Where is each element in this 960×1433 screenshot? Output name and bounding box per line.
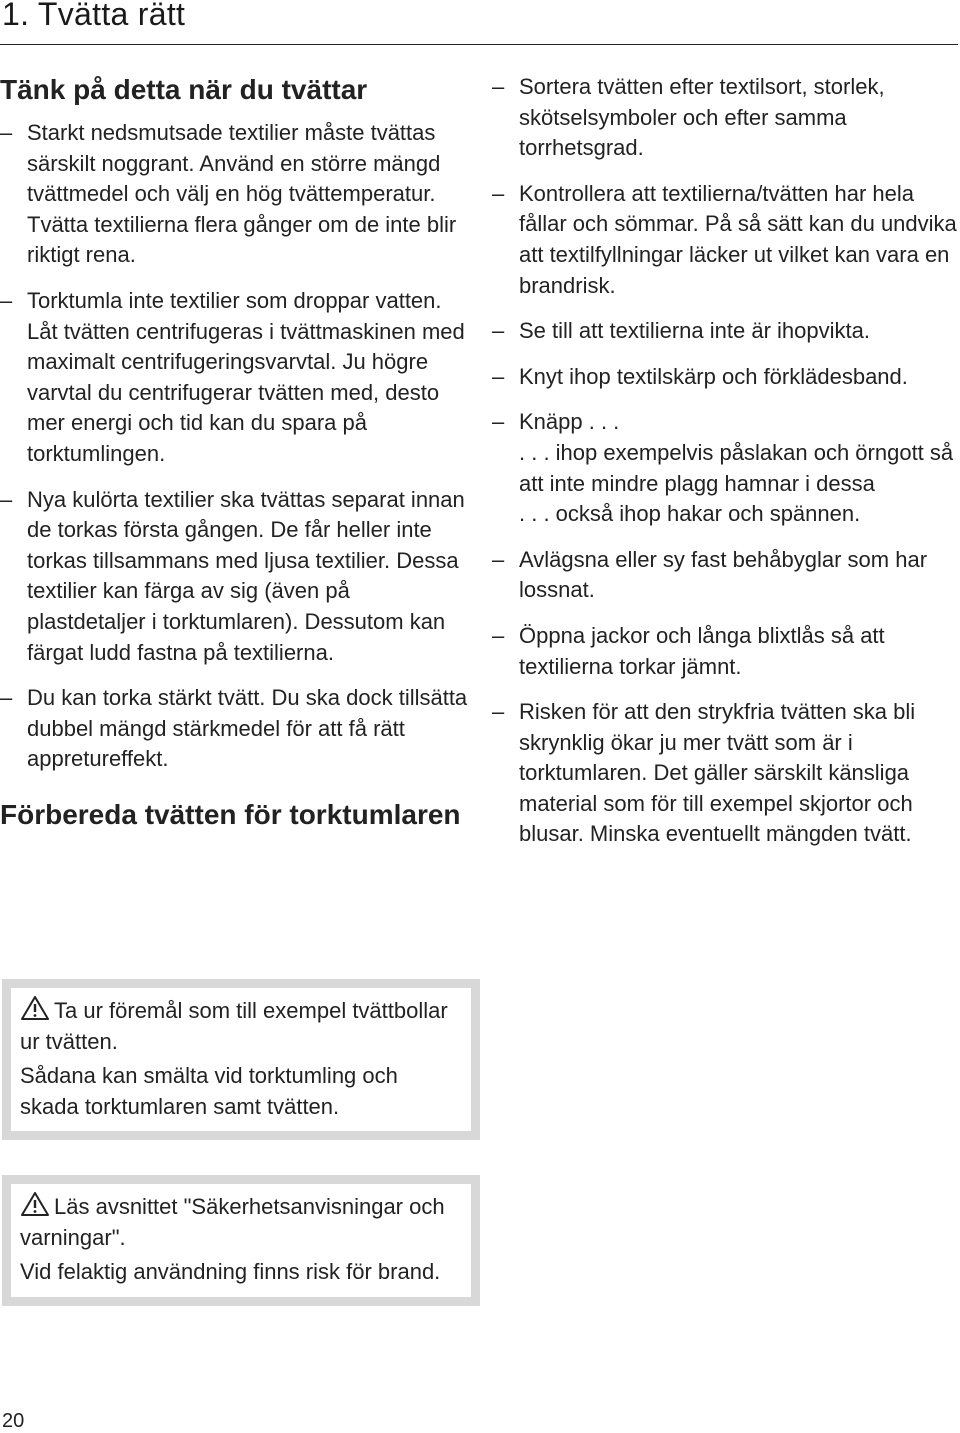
list-item — [0, 118, 470, 271]
list-item-text: Nya kulörta textilier ska tvättas separat innan de torkas första gången. De får heller inte torkas tillsammans med ljusa textilier. Dessa textilier kan färga av sig (även på plastdetaljer i torktumlaren). Dessutom kan färgat ludd fastna på textilierna. — [27, 486, 465, 665]
list-item — [492, 362, 960, 393]
knapp-sub-1: . . . ihop exempelvis påslakan och örngott så att inte mindre plagg hamnar i dessa — [519, 439, 954, 496]
section-heading-prepare: Förbereda tvätten för torktumlaren — [0, 798, 461, 830]
section-heading-washing: Tänk på detta när du tvättar — [0, 74, 368, 105]
list-item — [492, 621, 960, 682]
header-rule — [0, 44, 958, 45]
knapp-lead: Knäpp . . . — [519, 409, 620, 435]
page-number: 20 — [2, 1410, 25, 1432]
warning-line — [20, 995, 462, 1057]
dash-bullet: – — [492, 622, 505, 648]
list-item-text: Knyt ihop textilskärp och förklädesband. — [519, 363, 908, 389]
knapp-sub-2: . . . också ihop hakar och spännen. — [519, 501, 861, 527]
dash-bullet: – — [0, 287, 13, 313]
warning-detail: Vid felaktig användning finns risk för brand. — [20, 1259, 441, 1285]
dash-bullet: – — [492, 409, 505, 435]
list-item — [492, 179, 960, 301]
dash-bullet: – — [492, 180, 505, 206]
warning-line — [20, 1191, 462, 1253]
list-item-text: Torktumla inte textilier som droppar vatten. Låt tvätten centrifugeras i tvättmaskinen med maximalt centrifugeringsvarvtal. Ju högre varvtal du centrifugerar tvätten med, desto mer energi och tid kan du spara på torktumlingen. — [27, 287, 465, 466]
chapter-title: 1. Tvätta rätt — [2, 0, 186, 32]
list-item — [492, 72, 960, 164]
dash-bullet: – — [492, 363, 505, 389]
dash-bullet: – — [0, 486, 13, 512]
warning-detail: Sådana kan smälta vid torktumling och skada torktumlaren samt tvätten. — [20, 1063, 398, 1119]
warning-text: Läs avsnittet "Säkerhetsanvisningar och varningar". — [20, 1194, 445, 1250]
dash-bullet: – — [0, 685, 13, 711]
list-item-text: Du kan torka stärkt tvätt. Du ska dock tillsätta dubbel mängd stärkmedel för att få rätt appretureffekt. — [27, 685, 468, 772]
list-item — [0, 286, 470, 470]
preparation-list — [492, 72, 960, 850]
list-item — [0, 485, 470, 669]
warning-box — [2, 979, 480, 1140]
list-item — [492, 545, 960, 606]
dash-bullet: – — [492, 699, 505, 725]
washing-tips-list — [0, 118, 470, 775]
list-item-text: Öppna jackor och långa blixtlås så att textilierna torkar jämnt. — [519, 622, 885, 679]
list-item-text: Sortera tvätten efter textilsort, storlek, skötselsymboler och efter samma torrhetsgrad. — [519, 74, 885, 161]
dash-bullet: – — [492, 546, 505, 572]
list-item — [492, 316, 960, 347]
list-item — [0, 683, 470, 775]
list-item-text: Se till att textilierna inte är ihopvikta. — [519, 318, 870, 344]
right-column — [492, 72, 960, 865]
warning-text: Ta ur föremål som till exempel tvättbollar ur tvätten. — [20, 998, 448, 1054]
dash-bullet: – — [492, 318, 505, 344]
warning-triangle-icon — [20, 1191, 50, 1217]
list-item-text: Kontrollera att textilierna/tvätten har hela fållar och sömmar. På så sätt kan du undvika att textilfyllningar läcker ut vilket kan vara en brandrisk. — [519, 180, 957, 298]
list-item-text: Avlägsna eller sy fast behåbyglar som har lossnat. — [519, 546, 928, 603]
warning-box — [2, 1175, 480, 1306]
list-item-text: Risken för att den strykfria tvätten ska bli skrynklig ökar ju mer tvätt som är i torktumlaren. Det gäller särskilt känsliga material som för till exempel skjortor och blusar. Minska eventuellt mängden tvätt. — [519, 699, 916, 847]
dash-bullet: – — [0, 120, 13, 145]
left-column — [0, 72, 470, 833]
warning-triangle-icon — [20, 995, 50, 1021]
list-item-text: Starkt nedsmutsade textilier måste tvättas särskilt noggrant. Använd en större mängd tvättmedel och välj en hög tvättemperatur. Tvätta textilierna flera gånger om de inte blir riktigt rena. — [27, 120, 457, 268]
list-item — [492, 407, 960, 529]
dash-bullet: – — [492, 74, 505, 99]
list-item — [492, 697, 960, 850]
